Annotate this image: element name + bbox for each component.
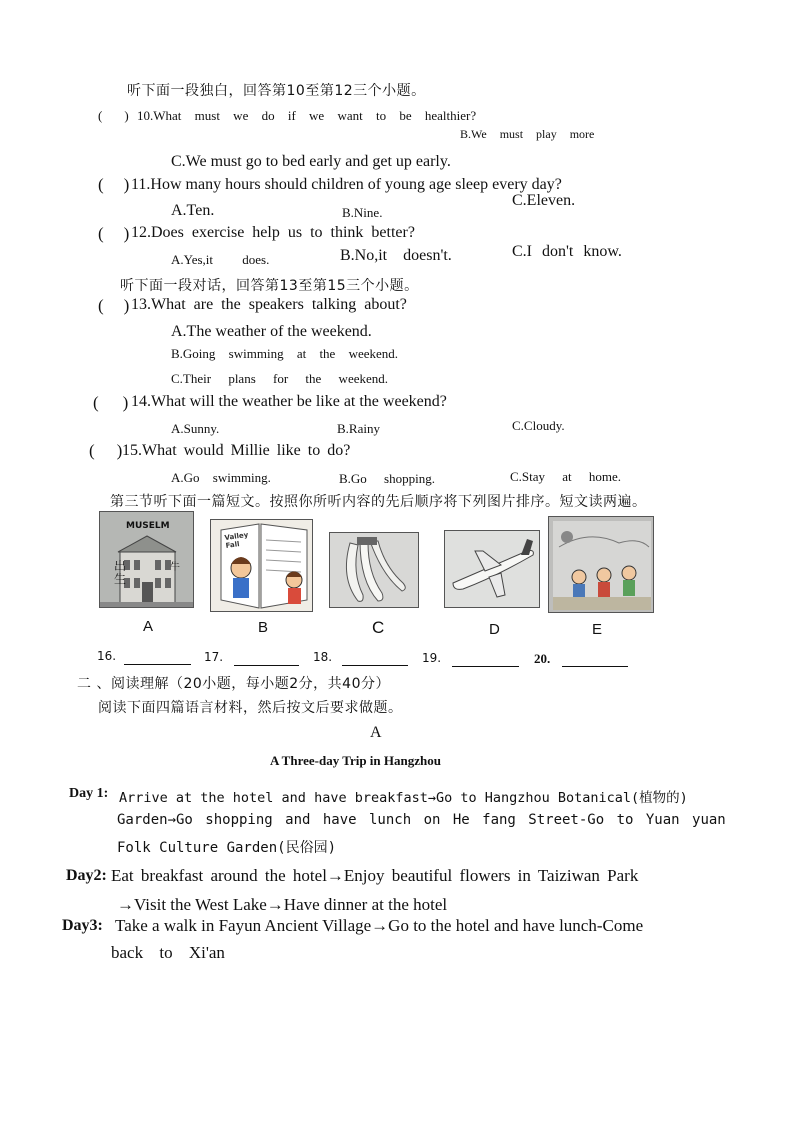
day1-label: Day 1:: [69, 786, 109, 801]
blank-20-number: 20.: [534, 651, 551, 666]
answer-paren-q12[interactable]: [98, 224, 129, 244]
blank-19-number: 19.: [422, 651, 442, 665]
q12-option-c: C.I don't know.: [512, 243, 622, 260]
museum-sign: MUSELM: [126, 521, 170, 531]
listening-intro-13-15: 听下面一段对话，回答第13至第15三个小题。: [120, 278, 419, 294]
blank-17-number: 17.: [204, 650, 224, 664]
beach-drawing: [549, 517, 654, 613]
picture-a-label: A: [143, 618, 154, 635]
answer-paren-q15[interactable]: [89, 441, 122, 461]
picture-e-beach: [548, 516, 654, 613]
paren-close: ): [123, 224, 130, 243]
board-text: Valley Fall: [224, 530, 249, 551]
picture-d-airplane: [444, 530, 540, 608]
picture-a-museum: [99, 511, 194, 608]
question-10: 10.What must we do if we want to be healthier?: [137, 108, 477, 123]
paren-close: ): [123, 175, 130, 194]
picture-d-label: D: [489, 621, 500, 638]
q15-option-a: A.Go swimming.: [171, 470, 271, 485]
picture-b-label: B: [258, 619, 269, 636]
q15-option-c: C.Stay at home.: [510, 469, 622, 484]
picture-b-kids: [210, 519, 313, 612]
question-14: 14.What will the weather be like at the weekend?: [131, 393, 447, 410]
day2-line2: →Visit the West Lake→Have dinner at the hotel: [117, 895, 448, 914]
q14-option-a: A.Sunny.: [171, 421, 220, 436]
paren-close: ): [124, 108, 129, 123]
day1-line2: Garden→Go shopping and have lunch on He fang Street-Go to Yuan yuan: [117, 812, 726, 828]
paren-close: ): [116, 441, 123, 460]
day2-line1: Eat breakfast around the hotel→Enjoy beautiful flowers in Taiziwan Park: [111, 866, 639, 885]
q13-option-c: C.Their plans for the weekend.: [171, 371, 389, 386]
question-15: 15.What would Millie like to do?: [122, 442, 351, 459]
q11-option-a: A.Ten.: [171, 202, 215, 219]
paren-open: (: [89, 441, 95, 460]
reading-instruction: 阅读下面四篇语言材料，然后按文后要求做题。: [98, 700, 403, 716]
paren-open: (: [98, 224, 104, 243]
passage-letter: A: [370, 724, 382, 741]
q12-option-b: B.No,it doesn't.: [340, 247, 452, 264]
day3-line2: back to Xi'an: [111, 943, 225, 962]
q11-option-b: B.Nine.: [342, 205, 383, 220]
listening-intro-10-12: 听下面一段独白，回答第10至第12三个小题。: [127, 83, 426, 99]
day2-label: Day2:: [66, 867, 107, 884]
paren-open: (: [98, 108, 103, 123]
museum-right-text: 牛: [170, 562, 181, 573]
answer-paren-q10[interactable]: [98, 108, 129, 124]
picture-c-label: C: [372, 618, 385, 637]
airplane-icon: [445, 531, 540, 608]
museum-left-text: 出生: [114, 559, 127, 586]
picture-c-bananas: [329, 532, 419, 608]
paren-close: ): [123, 296, 130, 315]
q13-option-b: B.Going swimming at the weekend.: [171, 346, 399, 361]
answer-paren-q14[interactable]: [93, 393, 128, 413]
q10-option-c: C.We must go to bed early and get up early.: [171, 153, 451, 170]
reading-heading: 二 、阅读理解（20小题，每小题2分，共40分）: [77, 676, 390, 692]
q10-option-b: B.We must play more: [460, 127, 595, 141]
blank-20[interactable]: [562, 652, 628, 667]
paren-open: (: [98, 175, 104, 194]
blank-16[interactable]: [124, 650, 191, 665]
q14-option-c: C.Cloudy.: [512, 418, 565, 433]
question-13: 13.What are the speakers talking about?: [131, 296, 407, 313]
answer-paren-q11[interactable]: [98, 175, 129, 195]
paren-open: (: [98, 296, 104, 315]
day1-line3: Folk Culture Garden(民俗园): [117, 840, 337, 856]
passage-title: A Three-day Trip in Hangzhou: [270, 753, 441, 768]
question-11: 11.How many hours should children of young age sleep every day?: [131, 176, 562, 193]
blank-18[interactable]: [342, 651, 408, 666]
answer-paren-q13[interactable]: [98, 296, 129, 316]
section-3-instruction: 第三节听下面一篇短文。按照你所听内容的先后顺序将下列图片排序。短文读两遍。: [110, 494, 647, 510]
banana-icon: [330, 533, 419, 608]
day3-label: Day3:: [62, 917, 103, 934]
q15-option-b: B.Go shopping.: [339, 471, 435, 486]
blank-18-number: 18.: [313, 650, 333, 664]
q12-option-a: A.Yes,it does.: [171, 252, 270, 267]
q14-option-b: B.Rainy: [337, 421, 380, 436]
blank-17[interactable]: [234, 651, 299, 666]
question-12: 12.Does exercise help us to think better?: [131, 224, 415, 241]
paren-open: (: [93, 393, 99, 412]
day3-line1: Take a walk in Fayun Ancient Village→Go to the hotel and have lunch-Come: [115, 916, 644, 935]
q11-option-c: C.Eleven.: [512, 192, 576, 209]
paren-close: ): [122, 393, 129, 412]
q13-option-a: A.The weather of the weekend.: [171, 323, 372, 340]
blank-16-number: 16.: [97, 649, 117, 663]
day1-line1: Arrive at the hotel and have breakfast→Go to Hangzhou Botanical(植物的): [119, 790, 688, 806]
blank-19[interactable]: [452, 652, 519, 667]
picture-e-label: E: [592, 621, 603, 638]
